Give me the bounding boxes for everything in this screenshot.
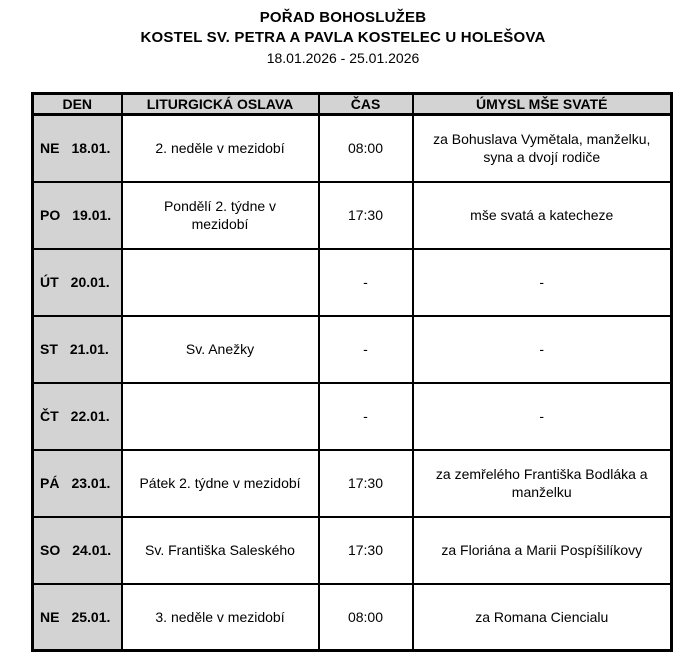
- day-abbr: NE: [40, 608, 60, 625]
- table-row: [33, 249, 672, 316]
- table-body: [33, 115, 672, 651]
- day-cell: [33, 249, 122, 316]
- table-header: [33, 94, 672, 115]
- celebration-cell: Pátek 2. týdne v mezidobí: [122, 450, 319, 517]
- time-cell: 08:00: [319, 584, 413, 651]
- day-abbr: PO: [40, 207, 61, 223]
- celebration-cell: Sv. Františka Saleského: [122, 517, 319, 584]
- day-date: 22.01.: [70, 408, 110, 424]
- intention-cell: -: [413, 383, 672, 450]
- table-row: [33, 316, 672, 383]
- time-cell: 17:30: [319, 517, 413, 584]
- schedule-table: [31, 92, 673, 652]
- day-cell: [33, 584, 122, 651]
- day-date: 19.01.: [72, 207, 112, 223]
- celebration-cell: 3. neděle v mezidobí: [122, 584, 319, 651]
- column-header-day: DEN: [33, 94, 122, 115]
- intention-cell: za Romana Ciencialu: [413, 584, 672, 651]
- day-abbr: ČT: [40, 408, 59, 424]
- time-cell: -: [319, 249, 413, 316]
- table-row: [33, 517, 672, 584]
- time-cell: 17:30: [319, 450, 413, 517]
- header-row: [33, 94, 672, 115]
- day-date: 21.01.: [69, 341, 109, 357]
- day-cell: [33, 517, 122, 584]
- day-cell: [33, 383, 122, 450]
- celebration-cell: Sv. Anežky: [122, 316, 319, 383]
- intention-cell: -: [413, 316, 672, 383]
- page-title: POŘAD BOHOSLUŽEB: [259, 9, 427, 26]
- column-header-time: ČAS: [319, 94, 413, 115]
- time-cell: 17:30: [319, 182, 413, 249]
- column-header-celebration: LITURGICKÁ OSLAVA: [122, 94, 319, 115]
- day-cell: [33, 450, 122, 517]
- intention-cell: za Bohuslava Vymětala, manželku, syna a dvojí rodiče: [413, 115, 672, 182]
- column-header-intention: ÚMYSL MŠE SVATÉ: [413, 94, 672, 115]
- day-abbr: SO: [40, 542, 61, 558]
- day-abbr: ST: [40, 341, 58, 357]
- celebration-cell: [122, 383, 319, 450]
- table-row: [33, 383, 672, 450]
- day-date: 24.01.: [72, 542, 112, 558]
- time-cell: -: [319, 383, 413, 450]
- day-date: 23.01.: [71, 475, 111, 491]
- day-date: 25.01.: [71, 608, 111, 625]
- day-date: 18.01.: [71, 140, 111, 157]
- day-cell: [33, 182, 122, 249]
- document-header: [0, 8, 686, 68]
- celebration-cell: [122, 249, 319, 316]
- table-row: [33, 182, 672, 249]
- day-abbr: NE: [40, 140, 60, 157]
- date-range: 18.01.2026 - 25.01.2026: [266, 50, 420, 66]
- time-cell: 08:00: [319, 115, 413, 182]
- table-row: [33, 450, 672, 517]
- intention-cell: za Floriána a Marii Pospíšilíkovy: [413, 517, 672, 584]
- day-abbr: ÚT: [40, 274, 59, 290]
- day-cell: [33, 115, 122, 182]
- table-row: [33, 584, 672, 651]
- church-name: KOSTEL SV. PETRA A PAVLA KOSTELEC U HOLEŠOVA: [140, 29, 546, 46]
- celebration-cell: 2. neděle v mezidobí: [122, 115, 319, 182]
- table-row: [33, 115, 672, 182]
- intention-cell: za zemřelého Františka Bodláka a manželku: [413, 450, 672, 517]
- intention-cell: mše svatá a katecheze: [413, 182, 672, 249]
- intention-cell: -: [413, 249, 672, 316]
- celebration-cell: Pondělí 2. týdne v mezidobí: [122, 182, 319, 249]
- time-cell: -: [319, 316, 413, 383]
- day-date: 20.01.: [70, 274, 110, 290]
- day-abbr: PÁ: [40, 475, 60, 491]
- day-cell: [33, 316, 122, 383]
